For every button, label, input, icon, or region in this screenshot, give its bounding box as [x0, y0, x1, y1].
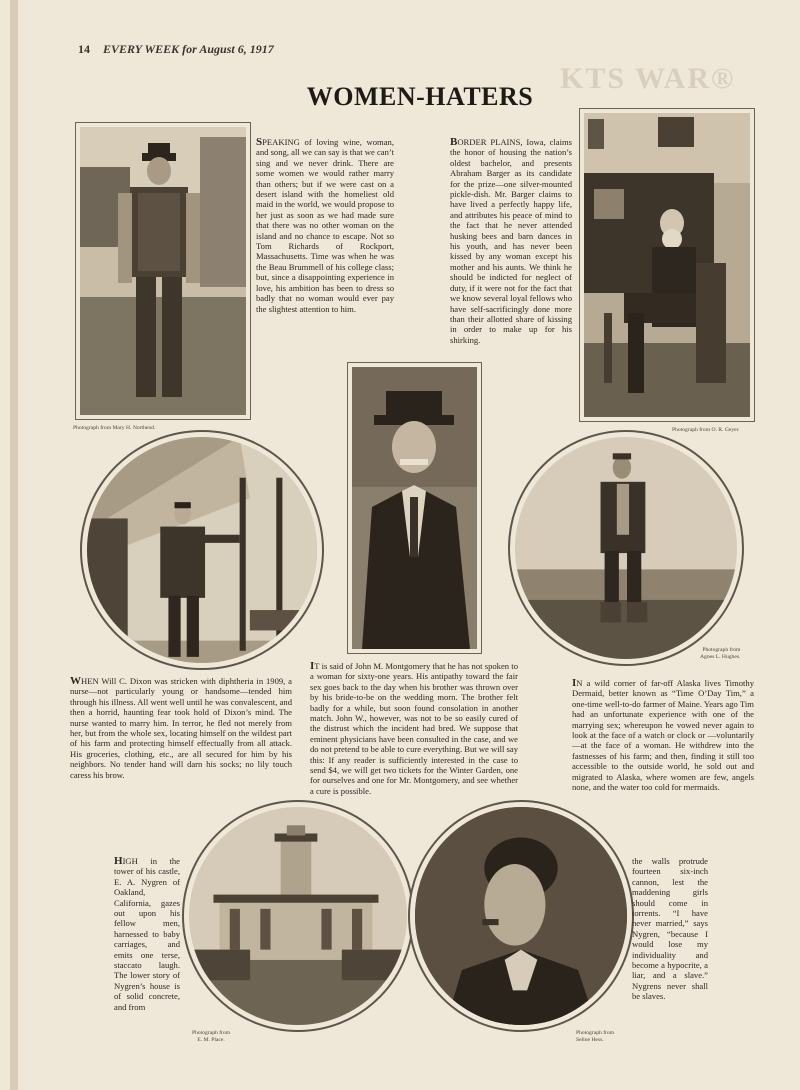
credit-hess-line1: Photograph from: [576, 1030, 615, 1036]
credit-place-line1: Photograph from: [192, 1030, 231, 1036]
credit-place-line2: E. M. Place.: [197, 1036, 225, 1043]
drop-initial: I: [310, 660, 315, 672]
page-title: WOMEN-HATERS: [306, 82, 534, 111]
credit-hughes-line1: Photograph from: [702, 647, 741, 653]
running-header: [78, 42, 274, 57]
article-nygren-right: the walls protrude fourteen six-inch cannon, lest the maddening girls should come in torrents. “I have never married,” says Nygren, “because I would lose my individuality and become a hypocrite, a liar, and a slave.” Nygrens never shall be slaves.: [632, 856, 708, 1002]
credit-place: [192, 1030, 230, 1043]
photo-nygren-portrait-image: [415, 807, 627, 1025]
credit-hess: [576, 1030, 614, 1043]
article-body: T is said of John M. Montgomery that he has not spoken to a woman for sixty-one years. His antipathy toward the fair sex goes back to the day when his brother was thrown over by his bride-to-be on the wedding morn. The brother felt badly for a while, but soon found consolation in another match. John W., however, was not to be so easily cured of the distrust which the incident had bred. We suppose that eminent physicians have been consulted in the case, and we do not pretend to be able to cure everything. But we will say this: If any reader is sufficiently interested in the case to send $4, we will get two tickets for the Winter Garden, one for ourselves and one for Mr. Montgomery, and see whether a cure is possible.: [310, 661, 518, 796]
photo-dermaid: [508, 430, 744, 666]
photo-nygren-portrait: [408, 800, 634, 1032]
photo-dixon: [80, 430, 324, 670]
photo-barger: [579, 108, 755, 422]
show-through-text: KTS WAR®: [560, 62, 736, 95]
photo-barger-image: [584, 113, 750, 417]
photo-nygren-castle: [182, 800, 414, 1032]
credit-geyer: Photograph from O. R. Geyer.: [672, 427, 740, 433]
article-dixon: [70, 676, 292, 780]
article-richards: [256, 137, 394, 314]
photo-richards: [75, 122, 251, 420]
photo-montgomery: [347, 362, 482, 654]
publication-line: EVERY WEEK for August 6, 1917: [103, 42, 274, 56]
photo-richards-image: [80, 127, 246, 415]
credit-hughes-line2: Agnes L. Hughes.: [700, 653, 741, 660]
photo-dermaid-image: [515, 437, 737, 659]
credit-northend: Photograph from Mary H. Northend.: [73, 425, 156, 431]
article-barger: [450, 137, 572, 345]
drop-initial: B: [450, 136, 458, 148]
page-gutter: [10, 0, 18, 1090]
credit-hess-line2: Seline Hess.: [576, 1036, 604, 1043]
drop-initial: H: [114, 855, 123, 867]
article-montgomery: [310, 661, 518, 796]
credit-hughes: [700, 647, 740, 660]
article-body: N a wild corner of far-off Alaska lives Timothy Dermaid, better known as “Time O’Day Tim,” a one-time well-to-do farmer of Maine. Years ago Tim had an unfortunate experience with one of the marrying sex; whereupon he vowed never again to look at the face of a watch or clock or —voluntarily—at the face of a woman. He withdrew into the fastnesses of his farm; and then, finding it still too accessible to the outside world, he sold out and migrated to Alaska, where women are few, angels none, and the water too cold for mermaids.: [572, 678, 754, 793]
article-body: IGH in the tower of his castle, E. A. Nygren of Oakland, California, gazes out upon his fellow men, harnessed to baby carriages, and emits one terse, staccato laugh. The lower story of Nygren’s house is of solid concrete, and from: [114, 856, 180, 1012]
article-nygren-left: [114, 856, 180, 1012]
drop-initial: S: [256, 136, 263, 148]
article-body: ORDER PLAINS, Iowa, claims the honor of housing the nation’s oldest bachelor, and presents Abraham Barger as its candidate for the prize—one silver-mounted pickle-dish. Mr. Barger claims to have lived a perfectly happy life, and attributes his peace of mind to the fact that he never attended husking bees and barn dances in his youth, and has never been kissed by any woman except his mother and his aunts. We think he should be indicted for neglect of duty, if it were not for the fact that we know several loyal fellows who have self-sacrificingly done more than their allotted share of kissing in order to make up for his shirking.: [450, 137, 572, 345]
photo-nygren-castle-image: [189, 807, 407, 1025]
article-body: HEN Will C. Dixon was stricken with diphtheria in 1909, a nurse—not particularly young or handsome—tended him through his illness. All went well until he was convalescent, and then a horrid, haunting fear took hold of Dixon’s mind. The nurse wanted to marry him. In terror, he fled not merely from her, but from the whole sex, locating himself on the wildest part of his farm and protecting himself effectually from all attack. His groceries, clothing, etc., are all secured for him by his neighbors. No tender hand will darn his socks; no lily touch caress his brow.: [70, 676, 292, 780]
article-dermaid: [572, 678, 754, 792]
page-number: 14: [78, 42, 90, 56]
drop-initial: W: [70, 675, 81, 687]
article-body: PEAKING of loving wine, woman, and song, all we can say is that we can’t sing and we never drink. There are some women we would rather marry than others; but if we were cast on a desert island with the homeliest old maid in the world, we would propose to her just as soon as we had made sure that there was no other woman on the island and no chance to escape. Not so Tom Richards of Rockport, Massachusetts. Time was when he was the Beau Brummell of his college class; but, since a disappointing experience in love, his ambition has been to dress so badly that no woman would ever pay the slightest attention to him.: [256, 137, 394, 314]
photo-dixon-image: [87, 437, 317, 663]
drop-initial: I: [572, 677, 577, 689]
photo-montgomery-image: [352, 367, 477, 649]
